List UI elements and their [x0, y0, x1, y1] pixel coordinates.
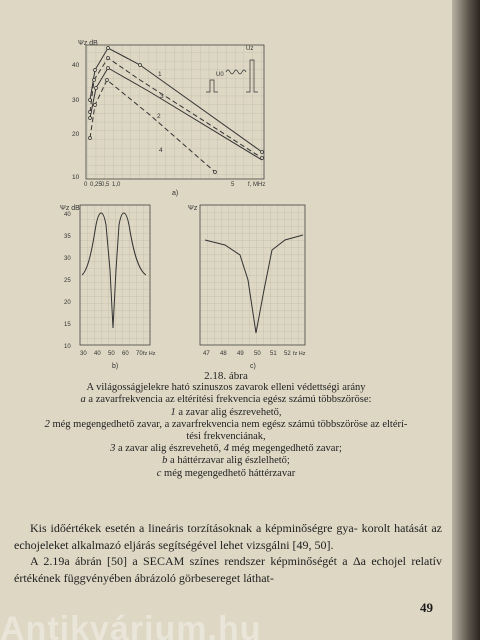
graph-a-xtick: 1,0	[112, 182, 121, 188]
graph-b-xtick: 70	[136, 351, 143, 357]
page-number: 49	[420, 600, 433, 615]
watermark: Antikvárium.hu	[0, 610, 262, 640]
graph-a-xtick: 0,5	[101, 182, 110, 188]
graph-b-xunit: fz Hz	[143, 351, 156, 357]
graph-c-xtick: 48	[220, 351, 227, 357]
graph-b-ytick: 35	[64, 234, 71, 240]
graph-c-xtick: 50	[254, 351, 261, 357]
adjacent-page-edge	[452, 0, 480, 640]
graph-a-panel-label: a)	[172, 190, 179, 197]
graph-c-frame	[200, 205, 305, 345]
graph-a-inset-label-uz: Uz	[246, 46, 254, 52]
graph-b-ytick: 25	[64, 278, 71, 284]
caption-line: 2 még megengedhető zavar, a zavarfrekvencia nem egész számú többszöröse az eltérí-	[44, 418, 408, 430]
graph-a-ytick: 30	[72, 97, 80, 104]
graph-c-xtick: 52	[284, 351, 291, 357]
graph-a-ytick: 10	[72, 174, 80, 181]
graph-b-xtick: 50	[108, 351, 115, 357]
graph-a	[72, 40, 265, 197]
caption-line: a a zavarfrekvencia az eltérítési frekvencia egész számú többszöröse:	[80, 394, 372, 406]
caption-line: 3 a zavar alig észrevehető, 4 még megengedhető zavar;	[110, 443, 342, 455]
graph-b-xtick: 30	[80, 351, 87, 357]
caption-line: A világosságjelekre ható szinuszos zavarok elleni védettségi arány	[86, 382, 366, 394]
graph-b-ytick: 20	[64, 300, 71, 306]
graph-a-xtick: 5	[231, 182, 235, 188]
caption-line: b a háttérzavar alig észlelhető;	[162, 455, 290, 467]
graph-a-ylabel: Ψz dB	[78, 40, 98, 47]
graph-a-xtick: 0	[84, 182, 88, 188]
graph-b	[60, 205, 156, 370]
graph-b-xtick: 40	[94, 351, 101, 357]
graph-a-curve-label: 4	[159, 147, 163, 154]
graph-b-xtick: 60	[122, 351, 129, 357]
graph-c-panel-label: c)	[250, 363, 256, 370]
graph-c-xunit: fz Hz	[293, 351, 306, 357]
graph-c-ylabel: Ψz	[188, 205, 198, 212]
graph-a-frame	[86, 45, 264, 179]
graph-a-curve-label: 3	[160, 93, 164, 100]
figure-caption	[0, 370, 452, 480]
graph-c	[188, 205, 306, 370]
caption-title: 2.18. ábra	[204, 370, 248, 382]
graph-b-panel-label: b)	[112, 363, 119, 370]
graph-a-ytick: 40	[72, 62, 80, 69]
graph-b-ytick: 30	[64, 256, 71, 262]
graph-a-curve-label: 1	[158, 71, 162, 78]
graph-b-ytick: 10	[64, 344, 71, 350]
graph-a-inset-label-u0: U0	[216, 72, 224, 78]
caption-line: 1 a zavar alig észrevehető,	[170, 406, 282, 418]
body-text	[14, 520, 442, 586]
graph-c-xtick: 49	[237, 351, 244, 357]
graph-b-ytick: 15	[64, 322, 71, 328]
body-paragraph: A 2.19a ábrán [50] a SECAM színes rendszer képminőségét a Δa echojel relatív értékének függvényében ábrázoló görbesereget láthat-	[14, 554, 442, 585]
graph-b-ytick: 40	[64, 212, 71, 218]
graph-a-xunit: f, MHz	[248, 182, 266, 188]
graph-c-xtick: 47	[203, 351, 210, 357]
caption-line: c még megengedhető háttérzavar	[156, 467, 296, 479]
caption-line: tési frekvenciának,	[186, 431, 266, 443]
graph-c-xtick: 51	[270, 351, 277, 357]
graph-a-curve-label: 2	[157, 113, 161, 120]
graph-a-xtick: 0,25	[90, 182, 102, 188]
graph-b-ylabel: Ψz dB	[60, 205, 80, 212]
graph-b-frame	[80, 205, 150, 345]
body-paragraph: Kis időértékek esetén a lineáris torzításoknak a képminőségre gya- korolt hatását az echojeleket alkalmazó eljárás segítségével lehet vizsgálni [49, 50].	[14, 521, 442, 552]
graph-a-ytick: 20	[72, 131, 80, 138]
